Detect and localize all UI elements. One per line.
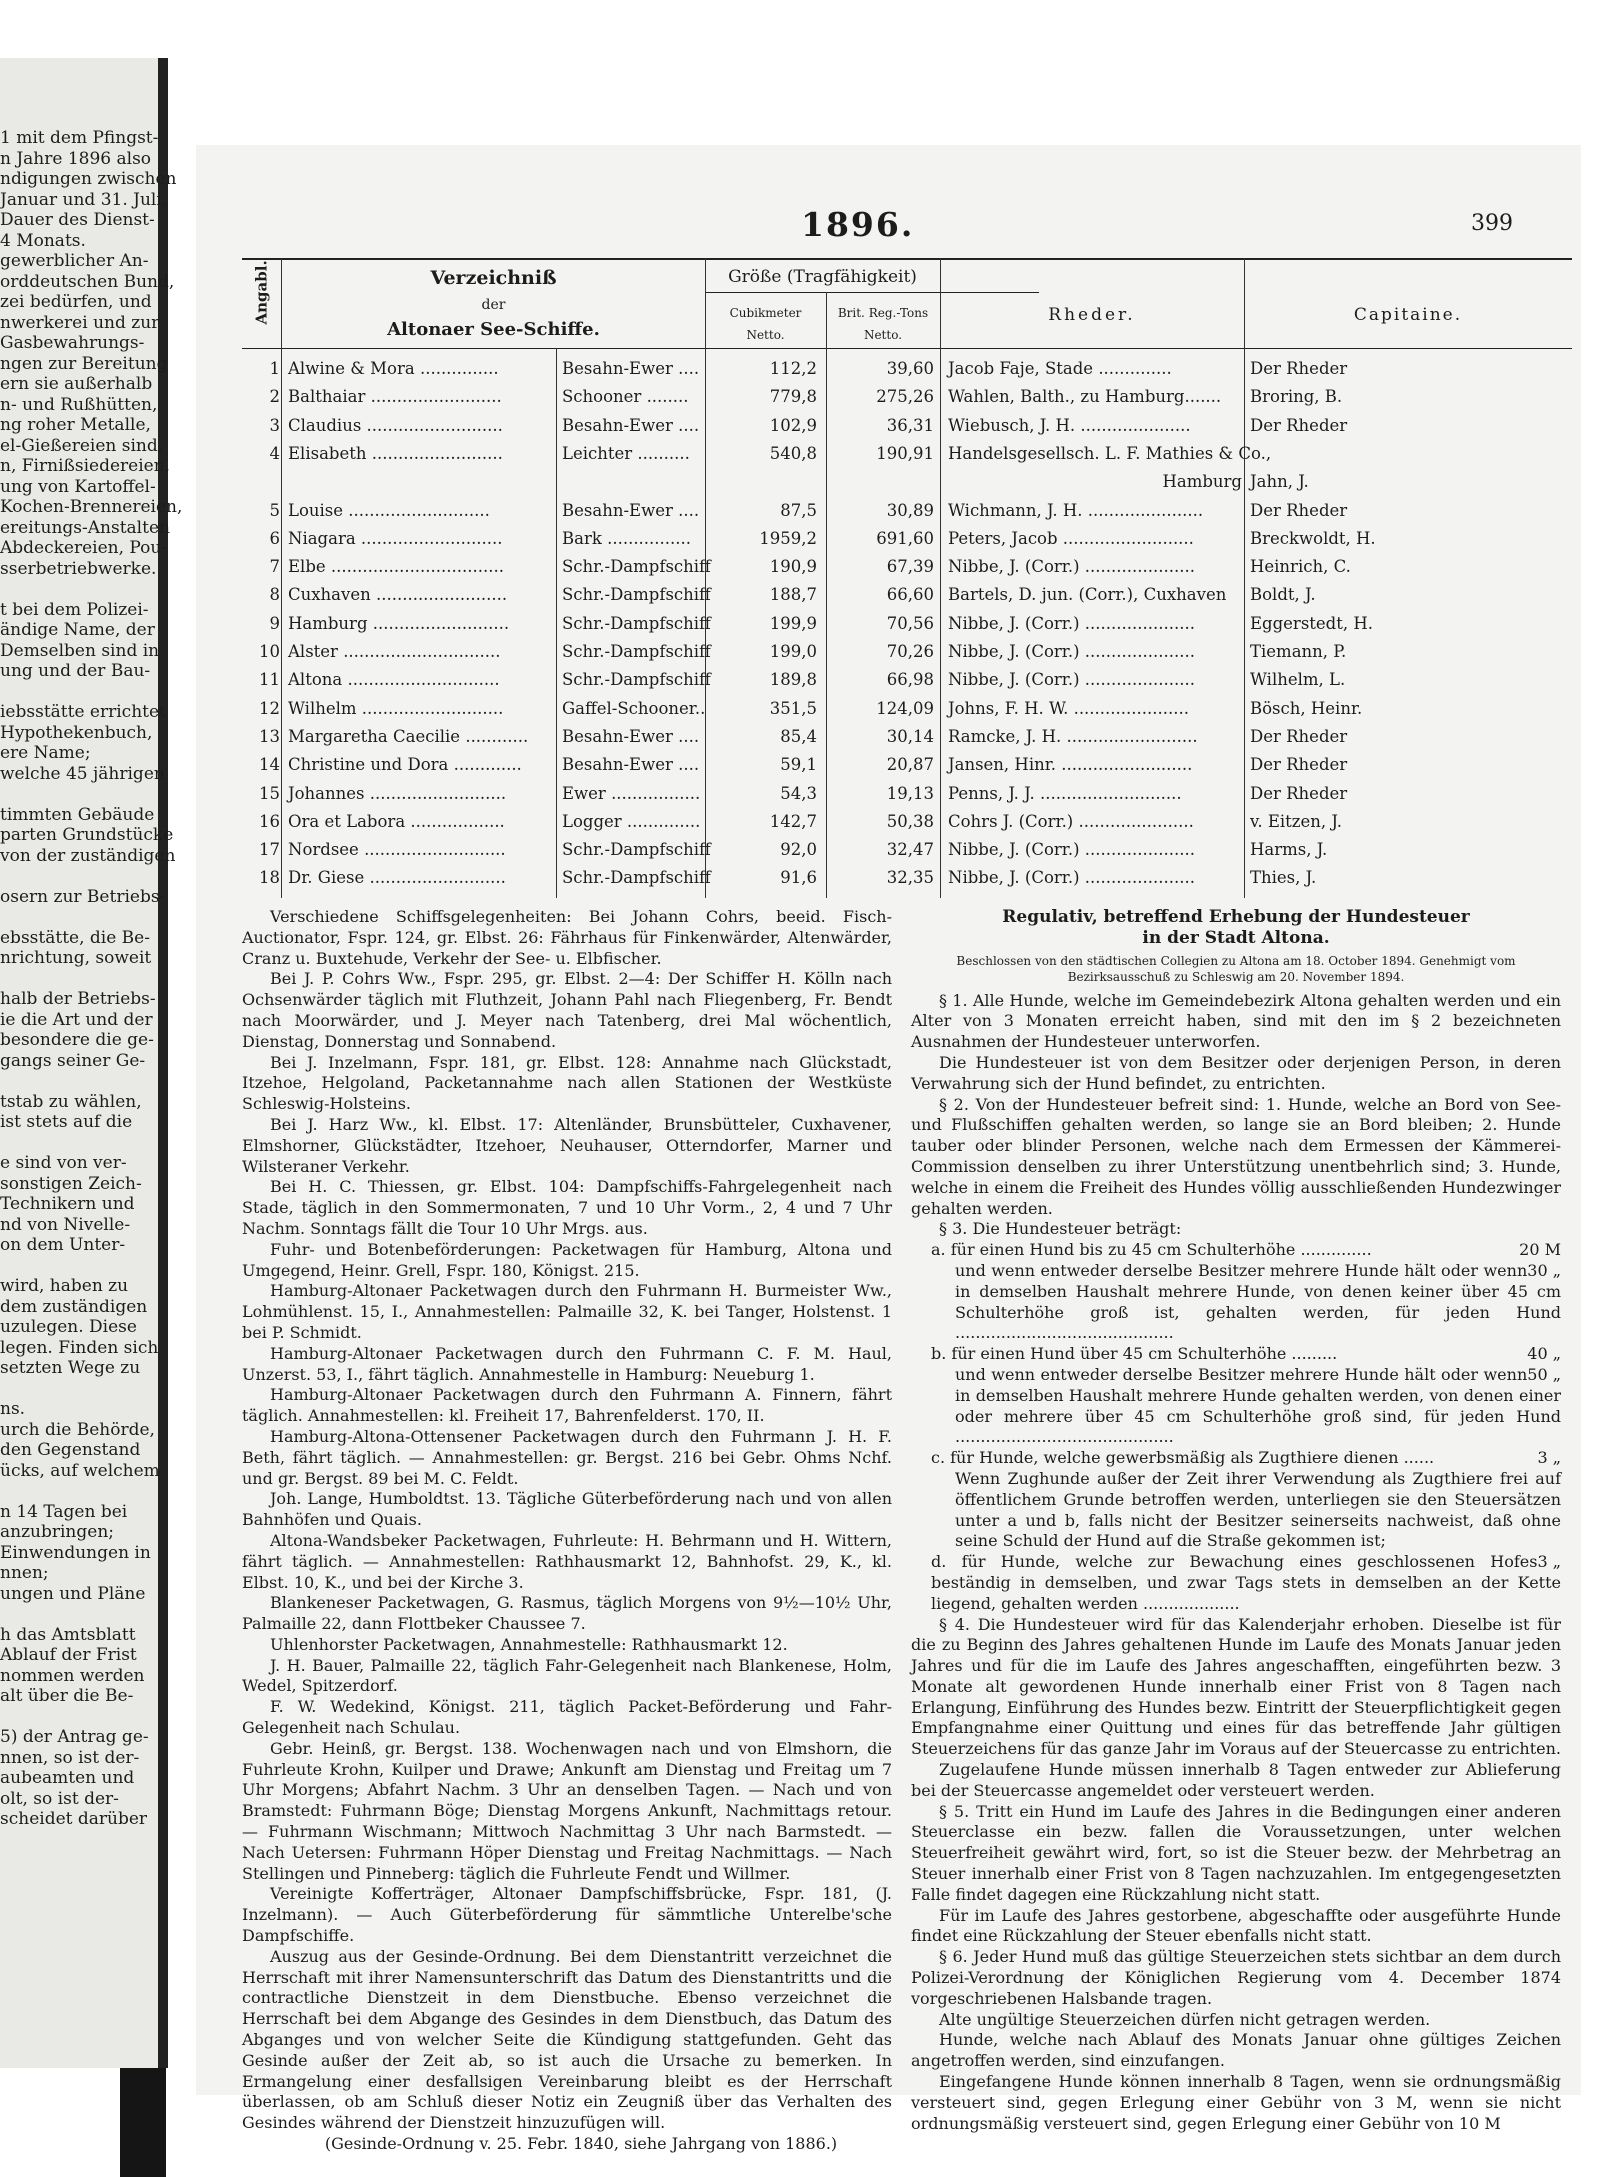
notice-paragraph: Hamburg-Altonaer Packetwagen durch den Fuhrmann A. Finnern, fährt täglich. Annahmestellen: kl. Freiheit 17, Bahrenfelderst. 170, II. [242, 1385, 892, 1426]
ship-name: Cuxhaven ......................... [288, 585, 508, 605]
owner: Nibbe, J. (Corr.) ..................... [948, 642, 1195, 661]
left-page-line: halb der Betriebs- [0, 989, 156, 1009]
owner: Johns, F. H. W. ...................... [948, 698, 1189, 718]
left-page-line: aubeamten und [0, 1768, 135, 1788]
left-page-line: Abdeckereien, Pou- [0, 538, 168, 558]
paragraph: Die Hundesteuer ist von dem Besitzer oder derjenigen Person, in deren Verwahrung sich der Hund befindet, zu entrichten. [911, 1052, 1561, 1093]
header-groesse: Größe (Tragfähigkeit) [728, 267, 917, 287]
header-cbm-netto: Netto. [746, 328, 785, 342]
paragraph: Eingefangene Hunde können innerhalb 8 Tagen, wenn sie ordnungsmäßig versteuert sind, gegen Erlegung einer Gebühr von 3 M, wenn sie nicht ordnungsmäßig versteuert sind, gegen Erlegung einer Gebühr von 10 M [911, 2072, 1561, 2133]
left-page-line: ebsstätte, die Be- [0, 927, 150, 948]
cubic-meters: 59,1 [780, 755, 817, 775]
paragraph: § 6. Jeder Hund muß das gültige Steuerzeichen stets sichtbar an dem durch Polizei-Verordnung der Königlichen Regierung vom 4. December 1874 vorgeschriebenen Halsbande tragen. [911, 1947, 1561, 2008]
notice-paragraph: Hamburg-Altona-Ottensener Packetwagen durch den Fuhrmann J. H. F. Beth, fährt täglich. — Annahmestellen: gr. Bergst. 216 bei Gebr. Ohms Nchf. und gr. Bergst. 89 bei M. C. Feldt. [242, 1426, 892, 1488]
notice-paragraph: Bei J. Harz Ww., kl. Elbst. 17: Altenländer, Brunsbütteler, Cuxhavener, Elmshorner, Glückstädter, Itzehoer, Neuhauser, Otterndorfer, Marner und Wilsteraner Verkehr. [242, 1114, 892, 1176]
notice-paragraph: J. H. Bauer, Palmaille 22, täglich Fahr-Gelegenheit nach Blankenese, Holm, Wedel, Spitzerdorf. [242, 1655, 892, 1696]
ship-name: Ora et Labora .................. [288, 811, 505, 831]
tax-rate-a: 20 M a. für einen Hund bis zu 45 cm Schulterhöhe .............. [931, 1240, 1561, 1260]
captain: Tiemann, P. [1250, 642, 1347, 661]
register-tons: 36,31 [886, 415, 934, 435]
header-tons-netto: Netto. [863, 328, 903, 342]
owner: Cohrs J. (Corr.) ...................... [948, 811, 1194, 831]
notice-paragraph: Bei J. Inzelmann, Fspr. 181, gr. Elbst. 128: Annahme nach Glückstadt, Itzehoe, Helgoland, Packetannahme nach allen Stationen der Westküste Schleswig-Holsteins. [242, 1052, 892, 1114]
tax-amount: 20 M [1519, 1240, 1561, 1260]
header-rheder: Rheder. [1048, 305, 1136, 325]
left-page-line: gangs seiner Ge- [0, 1050, 146, 1071]
ship-type: Schr.-Dampfschiff [562, 868, 711, 888]
cubic-meters: 190,9 [769, 557, 817, 577]
left-page-line: Demselben sind in [0, 640, 160, 661]
register-tons: 190,91 [876, 443, 934, 463]
left-page-line: dem zuständigen [0, 1296, 148, 1317]
row-number: 13 [259, 726, 280, 746]
left-page-line: h das Amtsblatt [0, 1624, 136, 1645]
notice-paragraph: Hamburg-Altonaer Packetwagen durch den Fuhrmann C. F. M. Haul, Unzerst. 53, I., fährt täglich. Annahmestelle in Hamburg: Neueburg 1. [242, 1343, 892, 1384]
left-page-line: den Gegenstand [0, 1440, 141, 1460]
col-divider [556, 348, 557, 898]
ship-name: Johannes .......................... [288, 783, 507, 803]
tax-amount: 3 „ [1537, 1552, 1561, 1572]
tax-amount: 30 „ [1527, 1260, 1561, 1280]
left-page-line: Einwendungen in [0, 1542, 151, 1563]
paragraph: § 4. Die Hundesteuer wird für das Kalenderjahr erhoben. Dieselbe ist für die zu Beginn des Jahres gehaltenen Hunde im Laufe des Monats Januar jeden Jahres und für die im Laufe des Jahres angeschafften, eingeführten bezw. 3 Monate alt gewordenen Hunde innerhalb einer Frist von 8 Tagen nach Erlangung, Einführung des Hundes bezw. Eintritt der Steuerpflichtigkeit gegen Empfangnahme einer Quittung und eines für das betreffende Jahr gültigen Steuerzeichens für das ganze Jahr im Voraus auf der Steuercasse zu entrichten. [911, 1614, 1562, 1759]
left-page-line: sonstigen Zeich- [0, 1173, 142, 1194]
notice-paragraph: Auszug aus der Gesinde-Ordnung. Bei dem Dienstantritt verzeichnet die Herrschaft mit ihrer Namensunterschrift das Datum des Dienstantritts und die contractliche Dienstzeit in dem Dienstbuche. Ebenso verzeichnet die Herrschaft bei dem Abgange des Gesindes in dem Dienstbuch, das Datum des Abganges und von welcher Seite die Kündigung stattgefunden. Geht das Gesinde außer der Zeit ab, so ist auch die Ursache zu bemerken. In Ermangelung einer desfallsigen Vereinbarung bleibt es der Herrschaft überlassen, ob am Schluß dieser Notiz ein Zeugniß über das Verhalten des Gesindes während der Dienstzeit hinzuzufügen will. [242, 1946, 892, 2133]
left-page-line: olt, so ist der- [0, 1788, 119, 1809]
hundesteuer-regulation [911, 907, 1561, 2134]
register-tons: 20,87 [886, 755, 934, 775]
col-divider [1244, 258, 1245, 898]
ship-type: Schr.-Dampfschiff [562, 585, 711, 605]
row-number: 16 [259, 811, 280, 831]
ship-type: Schr.-Dampfschiff [562, 557, 711, 577]
ship-type: Ewer ................. [562, 783, 701, 803]
row-number: 12 [259, 698, 280, 718]
left-page-line: Kochen-Brennereien, [0, 497, 183, 517]
notice-paragraph: Uhlenhorster Packetwagen, Annahmestelle: Rathhausmarkt 12. [270, 1634, 788, 1654]
cubic-meters: 351,5 [769, 698, 817, 718]
owner: Jansen, Hinr. ......................... [948, 755, 1193, 775]
register-tons: 124,09 [876, 698, 934, 718]
owner: Wahlen, Balth., zu Hamburg....... [948, 387, 1222, 407]
register-tons: 70,26 [886, 642, 934, 661]
document-page [196, 145, 1581, 2154]
owner: Nibbe, J. (Corr.) ..................... [948, 670, 1195, 690]
owner: Bartels, D. jun. (Corr.), Cuxhaven [948, 585, 1227, 605]
captain: Breckwoldt, H. [1250, 528, 1376, 548]
row-number: 8 [269, 585, 280, 605]
captain: Broring, B. [1250, 387, 1343, 407]
tax-rate-a2: 30 „ und wenn entweder derselbe Besitzer mehrere Hunde hält oder wenn in demselben Haushalt mehrere Hunde, von denen keiner über 45 cm Schulterhöhe groß ist, gehalten werden, für jeden Hund ........................................... [955, 1260, 1561, 1343]
size-subheader-rule [705, 292, 1039, 293]
cubic-meters: 85,4 [780, 726, 817, 746]
table-top-rule [242, 258, 1572, 260]
ship-name: Claudius .......................... [288, 415, 503, 435]
left-page-line: nnen; [0, 1563, 49, 1583]
left-page-line: scheidet darüber [0, 1809, 148, 1829]
left-page-line: Dauer des Dienst- [0, 210, 155, 230]
ship-name: Elisabeth ......................... [288, 443, 503, 463]
header-altonaer-see-schiffe: Altonaer See-Schiffe. [387, 319, 600, 340]
captain: Jahn, J. [1250, 472, 1309, 492]
row-number: 10 [259, 642, 280, 661]
left-page-line: orddeutschen Bund, [0, 271, 175, 292]
table-header-rule [242, 348, 1572, 349]
ship-name: Dr. Giese .......................... [288, 868, 506, 888]
register-tons: 67,39 [886, 557, 934, 577]
ship-name: Nordsee ........................... [288, 840, 506, 860]
ship-name: Altona ............................. [288, 670, 500, 690]
ship-name: Christine und Dora ............. [288, 755, 522, 775]
left-page-line: urch die Behörde, [0, 1419, 155, 1440]
register-tons: 275,26 [876, 387, 934, 407]
captain: Thies, J. [1250, 868, 1317, 888]
left-page-line: alt über die Be- [0, 1686, 134, 1706]
left-page-line: besondere die ge- [0, 1030, 154, 1050]
left-page-line: iebsstätte errichtet [0, 702, 166, 722]
ship-type: Besahn-Ewer .... [562, 726, 700, 746]
owner: Penns, J. J. ........................... [948, 783, 1182, 803]
left-page-line: el-Gießereien sind, [0, 435, 164, 456]
notice-paragraph: Bei J. P. Cohrs Ww., Fspr. 295, gr. Elbst. 2—4: Der Schiffer H. Kölln nach Ochsenwärder täglich mit Fluthzeit, Johann Pahl nach Fliegenberg, Fr. Bendt nach Moorwärder, und J. Meyer nach Tatenberg, drei Mal wöchentlich, Dienstag, Donnerstag und Sonnabend. [242, 969, 892, 1051]
register-tons: 32,47 [886, 840, 934, 860]
row-number: 3 [269, 415, 280, 435]
cubic-meters: 188,7 [769, 585, 817, 605]
ship-name: Balthaiar ......................... [288, 387, 502, 407]
captain: Harms, J. [1250, 840, 1328, 860]
tax-amount: 50 „ [1527, 1364, 1561, 1384]
cubic-meters: 779,8 [769, 387, 817, 407]
register-tons: 30,89 [886, 500, 934, 520]
notice-paragraph: Altona-Wandsbeker Packetwagen, Fuhrleute: H. Behrmann und H. Wittern, fährt täglich. — Annahmestellen: Rathhausmarkt 12, Bahnhofst. 29, K., kl. Elbst. 10, K., und bei der Kirche 3. [242, 1530, 892, 1592]
tax-rate-c-note: Wenn Zughunde außer der Zeit ihrer Verwendung als Zugthiere frei auf öffentlichem Grunde betroffen werden, unterliegen sie den Steuersätzen unter a und b, falls nicht der Besitzer seinerseits nachweist, daß ohne seine Schuld der Hund auf die Straße gekommen ist; [955, 1468, 1561, 1551]
row-number: 7 [269, 557, 280, 577]
ship-type: Leichter .......... [562, 443, 690, 463]
left-page-line: tstab zu wählen, [0, 1091, 142, 1112]
left-page-line: ung von Kartoffel- [0, 476, 156, 497]
left-page-line: timmten Gebäude [0, 804, 155, 825]
ship-type: Logger .............. [562, 811, 701, 831]
left-page-line: on dem Unter- [0, 1235, 126, 1255]
row-number: 17 [259, 840, 280, 860]
notice-paragraph: (Gesinde-Ordnung v. 25. Febr. 1840, siehe Jahrgang von 1886.) [324, 2134, 838, 2154]
paragraph: Alte ungültige Steuerzeichen dürfen nicht getragen werden. [939, 2009, 1431, 2029]
left-page-line: 1 mit dem Pfingst- [0, 128, 159, 148]
owner: Peters, Jacob ......................... [948, 528, 1194, 548]
left-page-line: ist stets auf die [0, 1112, 133, 1132]
left-page-line: uzulegen. Diese [0, 1317, 137, 1337]
cubic-meters: 199,9 [769, 613, 817, 633]
cubic-meters: 540,8 [769, 443, 817, 463]
left-page-line: nd von Nivelle- [0, 1214, 131, 1235]
owner: Jacob Faje, Stade .............. [948, 359, 1172, 378]
captain: Heinrich, C. [1250, 557, 1351, 577]
left-page-line: gewerblicher An- [0, 251, 149, 271]
ship-type: Schr.-Dampfschiff [562, 642, 711, 661]
header-capitaine: Capitaine. [1353, 305, 1463, 325]
ship-name: Niagara ........................... [288, 528, 503, 548]
ship-name: Louise ........................... [288, 500, 490, 520]
captain: Der Rheder [1250, 500, 1348, 520]
cubic-meters: 142,7 [769, 811, 817, 831]
ship-type: Schr.-Dampfschiff [562, 840, 711, 860]
left-page-line: ng roher Metalle, [0, 415, 151, 435]
paragraph: Zugelaufene Hunde müssen innerhalb 8 Tagen entweder zur Ablieferung bei der Steuercasse angemeldet oder versteuert werden. [911, 1760, 1561, 1800]
notice-paragraph: Vereinigte Kofferträger, Altonaer Dampfschiffsbrücke, Fspr. 181, (J. Inzelmann). — Auch Güterbeförderung für sämmtliche Unterelbe'sche Dampfschiffe. [242, 1884, 892, 1946]
left-page-line: 4 Monats. [0, 230, 86, 251]
captain: Boldt, J. [1250, 585, 1316, 605]
ship-type: Schr.-Dampfschiff [562, 670, 711, 690]
captain: Wilhelm, L. [1250, 670, 1346, 690]
page-year: 1896. [801, 205, 915, 244]
left-page-line: setzten Wege zu [0, 1358, 141, 1378]
left-page-line: legen. Finden sich [0, 1337, 159, 1358]
ship-name: Alster .............................. [288, 642, 501, 661]
notice-paragraph: Verschiedene Schiffsgelegenheiten: Bei Johann Cohrs, beeid. Fisch-Auctionator, Fspr. 124, gr. Elbst. 26: Fährhaus für Finkenwärder, Altenwärder, Cranz u. Buxtehude, Verkehr der See- u. Elbfischer. [242, 907, 892, 968]
paragraph: § 1. Alle Hunde, welche im Gemeindebezirk Altona gehalten werden und ein Alter von 3 Monaten erreicht haben, sind mit den im § 2 bezeichneten Ausnahmen der Hundesteuer unterworfen. [911, 990, 1561, 1052]
ship-type: Bark ................ [562, 528, 692, 548]
left-page-line: n, Firnißsiedereien, [0, 456, 171, 476]
left-page-line: ücks, auf welchem [0, 1460, 160, 1481]
paragraph: § 2. Von der Hundesteuer befreit sind: 1. Hunde, welche an Bord von See- und Flußschiffen gehalten werden, so lange sie an Bord bleiben; 2. Hunde tauber oder blinder Personen, welche nach dem Ermessen der Kämmerei-Commission denselben zu ihrer Unterstützung unentbehrlich sind; 3. Hunde, welche in einem die Freiheit des Hundes völlig ausschließenden Hundezwinger gehalten werden. [911, 1094, 1561, 1218]
ship-name: Elbe ................................. [288, 557, 504, 577]
left-page-fragment [0, 58, 183, 2068]
owner: Nibbe, J. (Corr.) ..................... [948, 613, 1195, 633]
notice-paragraph: Bei H. C. Thiessen, gr. Elbst. 104: Dampfschiffs-Fahrgelegenheit nach Stade, täglich in den Sommermonaten, 7 und 10 Uhr Vorm., 2, 4 und 7 Uhr Nachm. Sonntags fällt die Tour 10 Uhr Mrgs. aus. [242, 1177, 892, 1238]
owner: Nibbe, J. (Corr.) ..................... [948, 557, 1195, 577]
tax-rate-b2: 50 „ und wenn entweder derselbe Besitzer mehrere Hunde hält oder wenn in demselben Haushalt mehrere Hunde gehalten werden, von denen einer oder mehrere über 45 cm Schulterhöhe groß sind, für jeden Hund ........................................... [955, 1364, 1561, 1447]
col-divider [940, 258, 941, 898]
left-page-line: ändige Name, der [0, 620, 155, 640]
register-tons: 39,60 [886, 359, 934, 378]
ship-type: Besahn-Ewer .... [562, 415, 700, 435]
left-page-line: nwerkerei und zur [0, 312, 160, 333]
captain: v. Eitzen, J. [1250, 811, 1342, 831]
left-page-line: ngen zur Bereitung [0, 353, 168, 374]
left-page-line: welche 45 jährigen [0, 763, 165, 784]
left-page-line: osern zur Betriebs- [0, 886, 166, 907]
ship-type: Besahn-Ewer .... [562, 755, 700, 775]
row-number: 4 [269, 443, 280, 463]
tax-amount: 3 „ [1537, 1448, 1561, 1468]
owner: Nibbe, J. (Corr.) ..................... [948, 840, 1195, 860]
tax-rate-d: 3 „ d. für Hunde, welche zur Bewachung eines geschlossenen Hofes beständig in demselben, und zwar Tags stets in demselben an der Kette liegend, gehalten werden ................... [931, 1552, 1561, 1613]
row-number: 15 [259, 783, 280, 803]
left-text-column [242, 907, 892, 2155]
owner: Wichmann, J. H. ...................... [948, 500, 1204, 520]
notice-paragraph: Joh. Lange, Humboldtst. 13. Tägliche Güterbeförderung nach und von allen Bahnhöfen und Quais. [242, 1489, 892, 1530]
left-page-line: Hypothekenbuch, [0, 722, 153, 743]
ship-name: Margaretha Caecilie ............ [288, 726, 529, 746]
tax-amount: 40 „ [1527, 1344, 1561, 1364]
owner: Wiebusch, J. H. ..................... [948, 415, 1191, 435]
tax-rate-b: 40 „ b. für einen Hund über 45 cm Schulterhöhe ......... [931, 1344, 1561, 1364]
ship-type: Gaffel-Schooner.. [562, 698, 706, 718]
left-page-line: ie die Art und der [0, 1009, 153, 1030]
ship-type: Schr.-Dampfschiff [562, 613, 711, 633]
ship-type: Besahn-Ewer .... [562, 500, 700, 520]
row-number: 11 [259, 670, 280, 690]
cubic-meters: 1959,2 [759, 528, 817, 548]
captain: Der Rheder [1250, 359, 1348, 378]
paragraph: § 3. Die Hundesteuer beträgt: [939, 1219, 1182, 1239]
page-number: 399 [1471, 211, 1513, 236]
register-tons: 30,14 [886, 726, 934, 746]
captain: Der Rheder [1250, 726, 1348, 746]
ship-name: Alwine & Mora ............... [288, 359, 499, 378]
left-page-line: ung und der Bau- [0, 661, 151, 681]
left-page-line: parten Grundstücke [0, 825, 174, 845]
captain: Bösch, Heinr. [1250, 698, 1363, 718]
left-page-line: Januar und 31. Juli, [0, 189, 168, 210]
register-tons: 19,13 [886, 783, 934, 803]
row-number: 5 [269, 500, 280, 520]
register-tons: 66,60 [886, 585, 934, 605]
notice-paragraph: Hamburg-Altonaer Packetwagen durch den Fuhrmann H. Burmeister Ww., Lohmühlenst. 15, I., Annahmestellen: Palmaille 32, K. bei Tanger, Holstenst. 1 bei P. Schmidt. [242, 1281, 892, 1342]
left-page-line: ern sie außerhalb [0, 374, 153, 394]
left-page-line: ere Name; [0, 743, 91, 763]
row-number: 1 [269, 359, 280, 378]
cubic-meters: 189,8 [769, 670, 817, 690]
notice-paragraph: Fuhr- und Botenbeförderungen: Packetwagen für Hamburg, Altona und Umgegend, Heinr. Grell, Fspr. 180, Königst. 215. [242, 1239, 892, 1280]
owner: Handelsgesellsch. L. F. Mathies & Co., [948, 443, 1272, 463]
row-number: 2 [269, 387, 280, 407]
ship-type: Besahn-Ewer .... [562, 359, 700, 378]
header-angabe: Angabl. [252, 260, 271, 325]
cubic-meters: 112,2 [769, 359, 817, 378]
register-tons: 691,60 [876, 528, 934, 548]
regulation-title: Regulativ, betreffend Erhebung der Hundesteuer [1002, 907, 1470, 927]
notice-paragraph: Gebr. Heinß, gr. Bergst. 138. Wochenwagen nach und von Elmshorn, die Fuhrleute Krohn, Kuilper und Drawe; Ankunft am Dienstag und Freitag um 7 Uhr Morgens; Abfahrt Nachm. 3 Uhr an denselben Tagen. — Nach und von Bramstedt: Fuhrmann Böge; Dienstag Morgens Ankunft, Nachmittags retour. — Fuhrmann Wischmann; Mittwoch Nachmittag 3 Uhr nach Barmstedt. — Nach Uetersen: Fuhrmann Höper Dienstag und Freitag Nachmittags. — Nach Stellingen und Pinneberg: täglich die Fuhrleute Fendt und Willmer. [242, 1738, 892, 1883]
cubic-meters: 92,0 [780, 840, 817, 860]
header-der: der [481, 297, 506, 313]
left-page-line: ndigungen zwischen [0, 169, 177, 189]
left-page-line: ungen und Pläne [0, 1583, 146, 1604]
cubic-meters: 87,5 [780, 500, 817, 520]
header-cubikmeter: Cubikmeter [729, 306, 802, 320]
left-page-line: Technikern und [0, 1194, 135, 1214]
register-tons: 50,38 [886, 811, 934, 831]
left-page-line: e sind von ver- [0, 1153, 127, 1173]
left-page-line: von der zuständigen [0, 845, 176, 866]
notice-paragraph: Blankeneser Packetwagen, G. Rasmus, täglich Morgens von 9½—10½ Uhr, Palmaille 22, dann Flottbeker Chaussee 7. [242, 1593, 892, 1634]
left-page-line: n Jahre 1896 also [0, 148, 152, 169]
row-number: 6 [269, 528, 280, 548]
cubic-meters: 199,0 [769, 642, 817, 661]
captain: Eggerstedt, H. [1250, 613, 1374, 633]
captain: Der Rheder [1250, 783, 1348, 803]
paragraph: Für im Laufe des Jahres gestorbene, abgeschaffte oder ausgeführte Hunde findet eine Rückzahlung der Steuer ebenfalls nicht statt. [911, 1905, 1561, 1946]
ship-name: Hamburg .......................... [288, 613, 510, 633]
register-tons: 70,56 [886, 613, 934, 633]
owner: Ramcke, J. H. ......................... [948, 726, 1198, 746]
left-page-line: wird, haben zu [0, 1276, 129, 1296]
col-divider [281, 258, 282, 898]
paragraph: § 5. Tritt ein Hund im Laufe des Jahres in die Bedingungen einer anderen Steuerclasse ein bezw. fallen die Voraussetzungen, unter welchen Steuerfreiheit gewährt wird, fort, so ist die Steuer bezw. der Mehrbetrag an Steuer innerhalb einer Frist von 8 Tagen nachzuzahlen. Im entgegengesetzten Falle findet dagegen eine Rückzahlung nicht statt. [911, 1801, 1561, 1904]
left-page-line: t bei dem Polizei- [0, 599, 149, 620]
left-page-line: zei bedürfen, und [0, 292, 152, 312]
left-page-line: anzubringen; [0, 1522, 115, 1542]
cubic-meters: 54,3 [780, 783, 817, 803]
header-reg-tons: Brit. Reg.-Tons [837, 306, 929, 320]
row-number: 14 [259, 755, 280, 775]
owner: Nibbe, J. (Corr.) ..................... [948, 868, 1195, 888]
left-page-line: Ablauf der Frist [0, 1645, 137, 1665]
register-tons: 32,35 [886, 868, 934, 888]
captain: Der Rheder [1250, 755, 1348, 775]
notice-paragraph: F. W. Wedekind, Königst. 211, täglich Packet-Beförderung und Fahr-Gelegenheit nach Schulau. [242, 1697, 892, 1738]
left-page-line: nnen, so ist der- [0, 1747, 140, 1768]
captain: Der Rheder [1250, 415, 1348, 435]
paragraph: Hunde, welche nach Ablauf des Monats Januar ohne gültiges Zeichen angetroffen werden, sind einzufangen. [911, 2030, 1561, 2071]
left-page-line: nommen werden [0, 1665, 145, 1686]
left-page-line: 5) der Antrag ge- [0, 1727, 149, 1747]
left-page-line: Gasbewahrungs- [0, 333, 145, 353]
regulation-subtitle: Beschlossen von den städtischen Collegien zu Altona am 18. October 1894. Genehmigt vom Bezirksausschuß zu Schleswig am 20. November 1894. [956, 953, 1516, 984]
row-number: 18 [259, 868, 280, 888]
tax-rate-c: 3 „ c. für Hunde, welche gewerbsmäßig als Zugthiere dienen ...... [931, 1448, 1561, 1468]
ship-name: Wilhelm ........................... [288, 698, 504, 718]
left-page-line: nrichtung, soweit [0, 948, 152, 968]
left-page-line: ereitungs-Anstalten [0, 517, 170, 538]
owner: Hamburg [1162, 472, 1242, 492]
left-page-line: n- und Rußhütten, [0, 394, 158, 415]
cubic-meters: 91,6 [780, 868, 817, 888]
register-tons: 66,98 [886, 670, 934, 690]
ship-type: Schooner ........ [562, 387, 689, 407]
left-page-line: ns. [0, 1399, 26, 1419]
row-number: 9 [269, 613, 280, 633]
left-page-line: n 14 Tagen bei [0, 1501, 128, 1522]
cubic-meters: 102,9 [769, 415, 817, 435]
regulation-title-place: in der Stadt Altona. [1142, 927, 1330, 948]
left-page-line: sserbetriebwerke. [0, 558, 157, 579]
header-verzeichniss: Verzeichniß [430, 267, 557, 289]
